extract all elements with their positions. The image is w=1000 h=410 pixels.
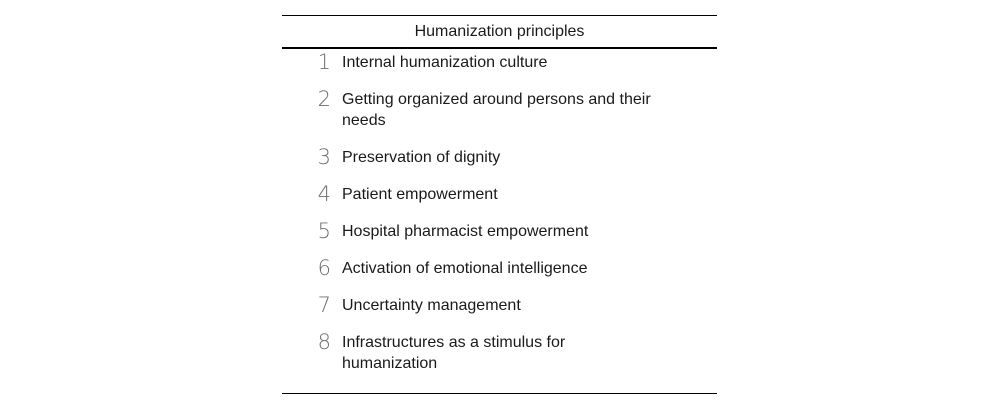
- table-row: [282, 295, 717, 332]
- row-number: 2: [317, 87, 331, 111]
- table-row: [282, 184, 717, 221]
- row-number: 5: [317, 219, 331, 243]
- row-text: Uncertainty management: [342, 297, 521, 314]
- row-number: 3: [317, 145, 331, 169]
- row-text: Getting organized around persons and their needs: [342, 91, 651, 129]
- row-text: Activation of emotional intelligence: [342, 260, 588, 277]
- table-header: Humanization principles: [282, 16, 717, 49]
- row-number: 4: [317, 182, 331, 206]
- table-row: [282, 258, 717, 295]
- table-row: [282, 221, 717, 258]
- row-number: 1: [317, 50, 331, 74]
- table-body: [282, 49, 717, 390]
- principles-table: [282, 15, 717, 390]
- table-row: [282, 52, 717, 89]
- row-number: 7: [317, 293, 331, 317]
- table-row: [282, 332, 717, 390]
- row-text: Internal humanization culture: [342, 54, 548, 71]
- row-text: Infrastructures as a stimulus for humanization: [342, 334, 566, 372]
- row-text: Patient empowerment: [342, 186, 498, 203]
- table-row: [282, 89, 717, 147]
- table-row: [282, 147, 717, 184]
- table-bottom-rule: [282, 393, 717, 394]
- row-text: Preservation of dignity: [342, 149, 501, 166]
- row-text: Hospital pharmacist empowerment: [342, 223, 589, 240]
- row-number: 6: [317, 256, 331, 280]
- row-number: 8: [317, 330, 331, 354]
